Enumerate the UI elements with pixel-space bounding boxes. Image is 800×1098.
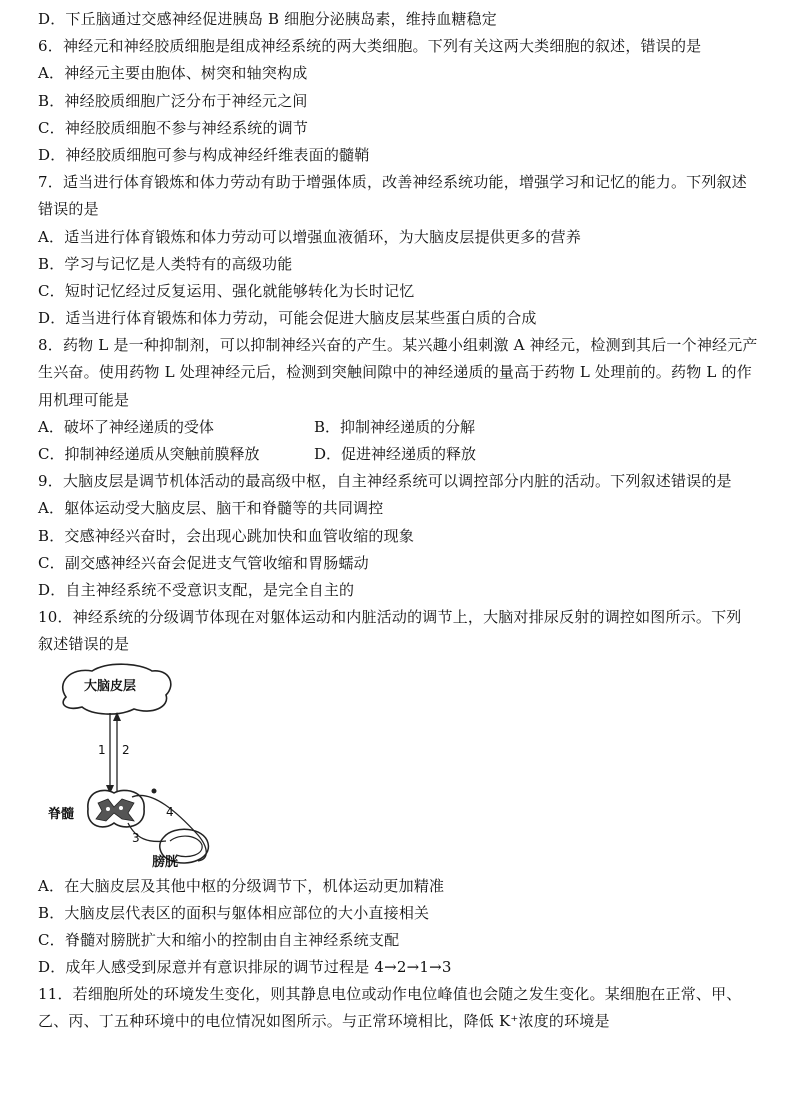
label-path-2: 2	[122, 742, 130, 757]
q8-options-row2	[38, 441, 768, 468]
q6-stem: 6．神经元和神经胶质细胞是组成神经系统的两大类细胞。下列有关这两大类细胞的叙述，错误的是	[38, 37, 702, 56]
q9-option-d: D．自主神经系统不受意识支配，是完全自主的	[38, 580, 355, 599]
q8-option-b: B．抑制神经递质的分解	[314, 417, 476, 436]
q10-option-c: C．脊髓对膀胱扩大和缩小的控制由自主神经系统支配	[38, 930, 400, 949]
q7-option-d: D．适当进行体育锻炼和体力劳动，可能会促进大脑皮层某些蛋白质的合成	[38, 309, 537, 328]
q9-option-a: A．躯体运动受大脑皮层、脑干和脊髓等的共同调控	[38, 499, 384, 518]
q6-option-d: D．神经胶质细胞可参与构成神经纤维表面的髓鞘	[38, 145, 370, 164]
q7-option-c: C．短时记忆经过反复运用、强化就能够转化为长时记忆	[38, 281, 415, 300]
q8-stem-line3: 用机理可能是	[38, 390, 130, 409]
q10-stem-line1: 10．神经系统的分级调节体现在对躯体运动和内脏活动的调节上，大脑对排尿反射的调控如图所示。下列	[38, 608, 742, 627]
label-bladder: 膀胱	[152, 854, 179, 870]
ganglion-dot	[152, 788, 157, 793]
exam-page	[38, 6, 768, 1036]
q10-option-b: B．大脑皮层代表区的面积与躯体相应部位的大小直接相关	[38, 903, 430, 922]
q6-option-b: B．神经胶质细胞广泛分布于神经元之间	[38, 91, 308, 110]
q8-option-d: D．促进神经递质的释放	[314, 445, 477, 463]
q10-option-a: A．在大脑皮层及其他中枢的分级调节下，机体运动更加精准	[38, 876, 445, 895]
q9-option-c: C．副交感神经兴奋会促进支气管收缩和胃肠蠕动	[38, 553, 369, 572]
q9-option-b: B．交感神经兴奋时，会出现心跳加快和血管收缩的现象	[38, 526, 415, 545]
gray-matter-speck	[119, 806, 123, 810]
urination-reflex-diagram	[48, 663, 248, 871]
q11-stem-line2: 乙、丙、丁五种环境中的电位情况如图所示。与正常环境相比，降低 K⁺浓度的环境是	[38, 1012, 610, 1031]
q7-option-b: B．学习与记忆是人类特有的高级功能	[38, 254, 293, 273]
gray-matter-speck	[106, 807, 110, 811]
q9-stem: 9．大脑皮层是调节机体活动的最高级中枢，自主神经系统可以调控部分内脏的活动。下列叙述错误的是	[38, 472, 732, 491]
q10-stem-line2: 叙述错误的是	[38, 635, 130, 654]
q6-option-a: A．神经元主要由胞体、树突和轴突构成	[38, 64, 308, 83]
q5-option-d: D．下丘脑通过交感神经促进胰岛 B 细胞分泌胰岛素，维持血糖稳定	[38, 10, 497, 28]
q11-stem-line1: 11．若细胞所处的环境发生变化，则其静息电位或动作电位峰值也会随之发生变化。某细胞在正常、甲、	[38, 985, 742, 1004]
q8-options-row1	[38, 414, 768, 441]
label-cerebral-cortex: 大脑皮层	[84, 678, 137, 694]
q8-stem-line2: 生兴奋。使用药物 L 处理神经元后，检测到突触间隙中的神经递质的量高于药物 L 处理前的。药物 L 的作	[38, 363, 752, 382]
label-path-3: 3	[132, 830, 140, 845]
q7-stem-line1: 7．适当进行体育锻炼和体力劳动有助于增强体质，改善神经系统功能，增强学习和记忆的能力。下列叙述	[38, 173, 747, 192]
q8-stem-line1: 8．药物 L 是一种抑制剂，可以抑制神经兴奋的产生。某兴趣小组刺激 A 神经元，检测到其后一个神经元产	[38, 336, 758, 355]
diagram-drawing	[48, 663, 248, 871]
label-path-1: 1	[98, 742, 106, 757]
q8-option-a: A．破坏了神经递质的受体	[38, 417, 214, 436]
label-path-4: 4	[166, 804, 174, 819]
q10-option-d: D．成年人感受到尿意并有意识排尿的调节过程是 4→2→1→3	[38, 958, 452, 977]
q6-option-c: C．神经胶质细胞不参与神经系统的调节	[38, 118, 309, 137]
q7-stem-line2: 错误的是	[38, 200, 99, 219]
q8-option-c: C．抑制神经递质从突触前膜释放	[38, 445, 260, 463]
q7-option-a: A．适当进行体育锻炼和体力劳动可以增强血液循环，为大脑皮层提供更多的营养	[38, 227, 582, 246]
label-spinal-cord: 脊髓	[48, 806, 75, 822]
